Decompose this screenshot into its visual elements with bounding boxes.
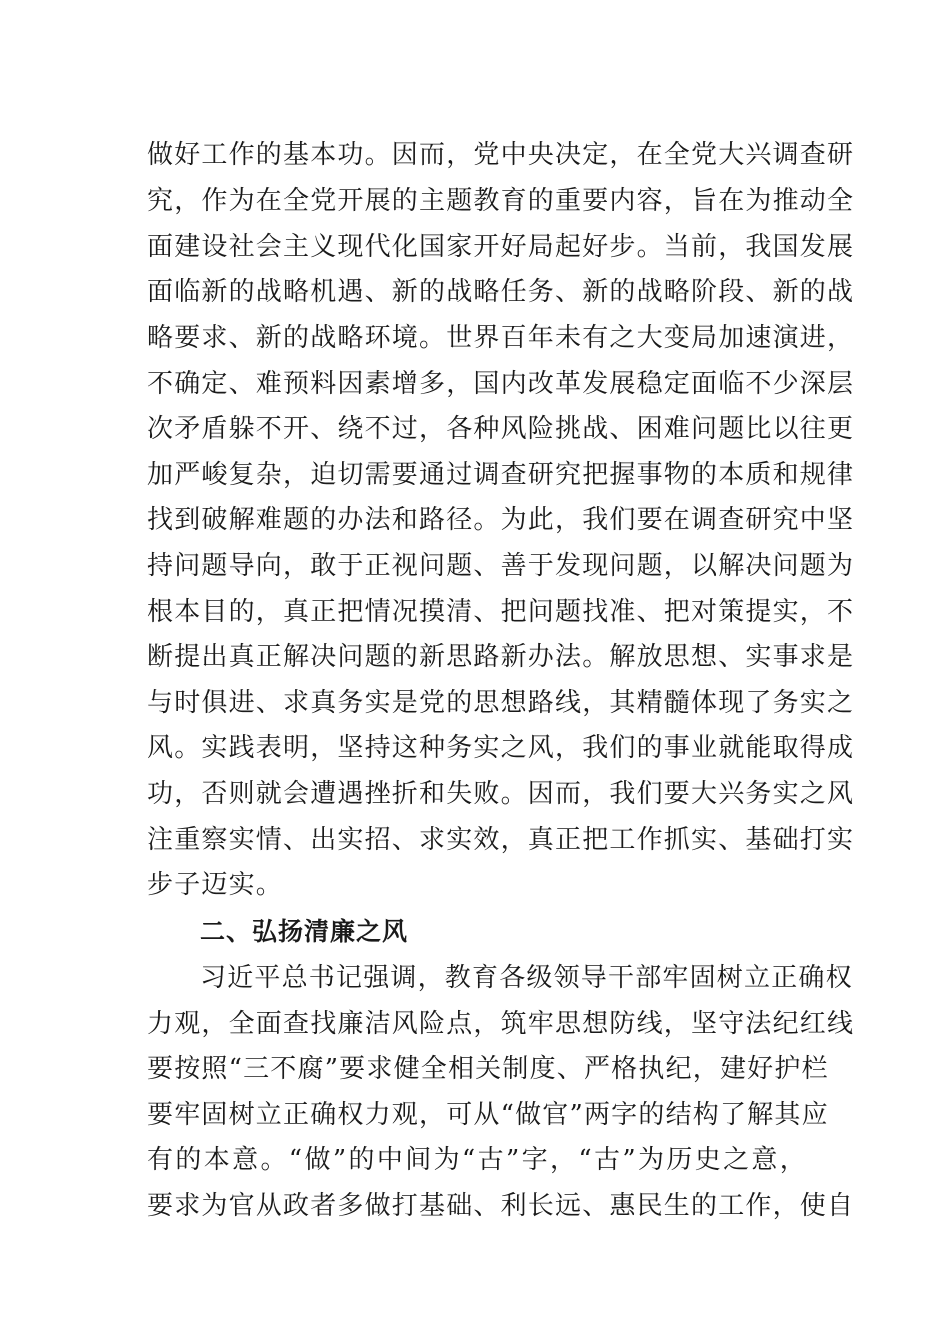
text-line: 注重察实情、出实招、求实效，真正把工作抓实、基础打实 (147, 825, 855, 855)
text-line: 步子迈实。 (147, 870, 284, 900)
text-line: 要牢固树立正确权力观，可从“做官”两字的结构了解其应 (147, 1100, 829, 1130)
text-line: 略要求、新的战略环境。世界百年未有之大变局加速演进， (147, 323, 855, 353)
text-line: 加严峻复杂，迫切需要通过调查研究把握事物的本质和规律 (147, 460, 855, 490)
text-line: 次矛盾躲不开、绕不过，各种风险挑战、困难问题比以往更 (147, 414, 855, 444)
text-line: 与时俱进、求真务实是党的思想路线，其精髓体现了务实之 (147, 688, 855, 718)
text-line: 要按照“三不腐”要求健全相关制度、严格执纪，建好护栏 (147, 1054, 829, 1084)
text-line: 功，否则就会遭遇挫折和失败。因而，我们要大兴务实之风 (147, 779, 855, 809)
text-line: 有的本意。“做”的中间为“古”字，“古”为历史之意， (147, 1145, 807, 1175)
text-line: 习近平总书记强调，教育各级领导干部牢固树立正确权 (200, 963, 853, 993)
text-line: 不确定、难预料因素增多，国内改革发展稳定面临不少深层 (147, 369, 855, 399)
text-line: 做好工作的基本功。因而，党中央决定，在全党大兴调查研 (147, 140, 855, 170)
text-line: 力观，全面查找廉洁风险点，筑牢思想防线，坚守法纪红线 (147, 1009, 855, 1039)
text-line: 风。实践表明，坚持这种务实之风，我们的事业就能取得成 (147, 733, 855, 763)
text-line: 断提出真正解决问题的新思路新办法。解放思想、实事求是 (147, 642, 855, 672)
text-line: 究，作为在全党开展的主题教育的重要内容，旨在为推动全 (147, 186, 855, 216)
text-line: 找到破解难题的办法和路径。为此，我们要在调查研究中坚 (147, 505, 855, 535)
text-line: 根本目的，真正把情况摸清、把问题找准、把对策提实，不 (147, 597, 855, 627)
text-line: 面建设社会主义现代化国家开好局起好步。当前，我国发展 (147, 232, 855, 262)
text-line: 持问题导向，敢于正视问题、善于发现问题，以解决问题为 (147, 551, 855, 581)
text-line: 要求为官从政者多做打基础、利长远、惠民生的工作，使自 (147, 1191, 855, 1221)
text-line: 面临新的战略机遇、新的战略任务、新的战略阶段、新的战 (147, 277, 855, 307)
section-heading: 二、弘扬清廉之风 (200, 917, 409, 946)
